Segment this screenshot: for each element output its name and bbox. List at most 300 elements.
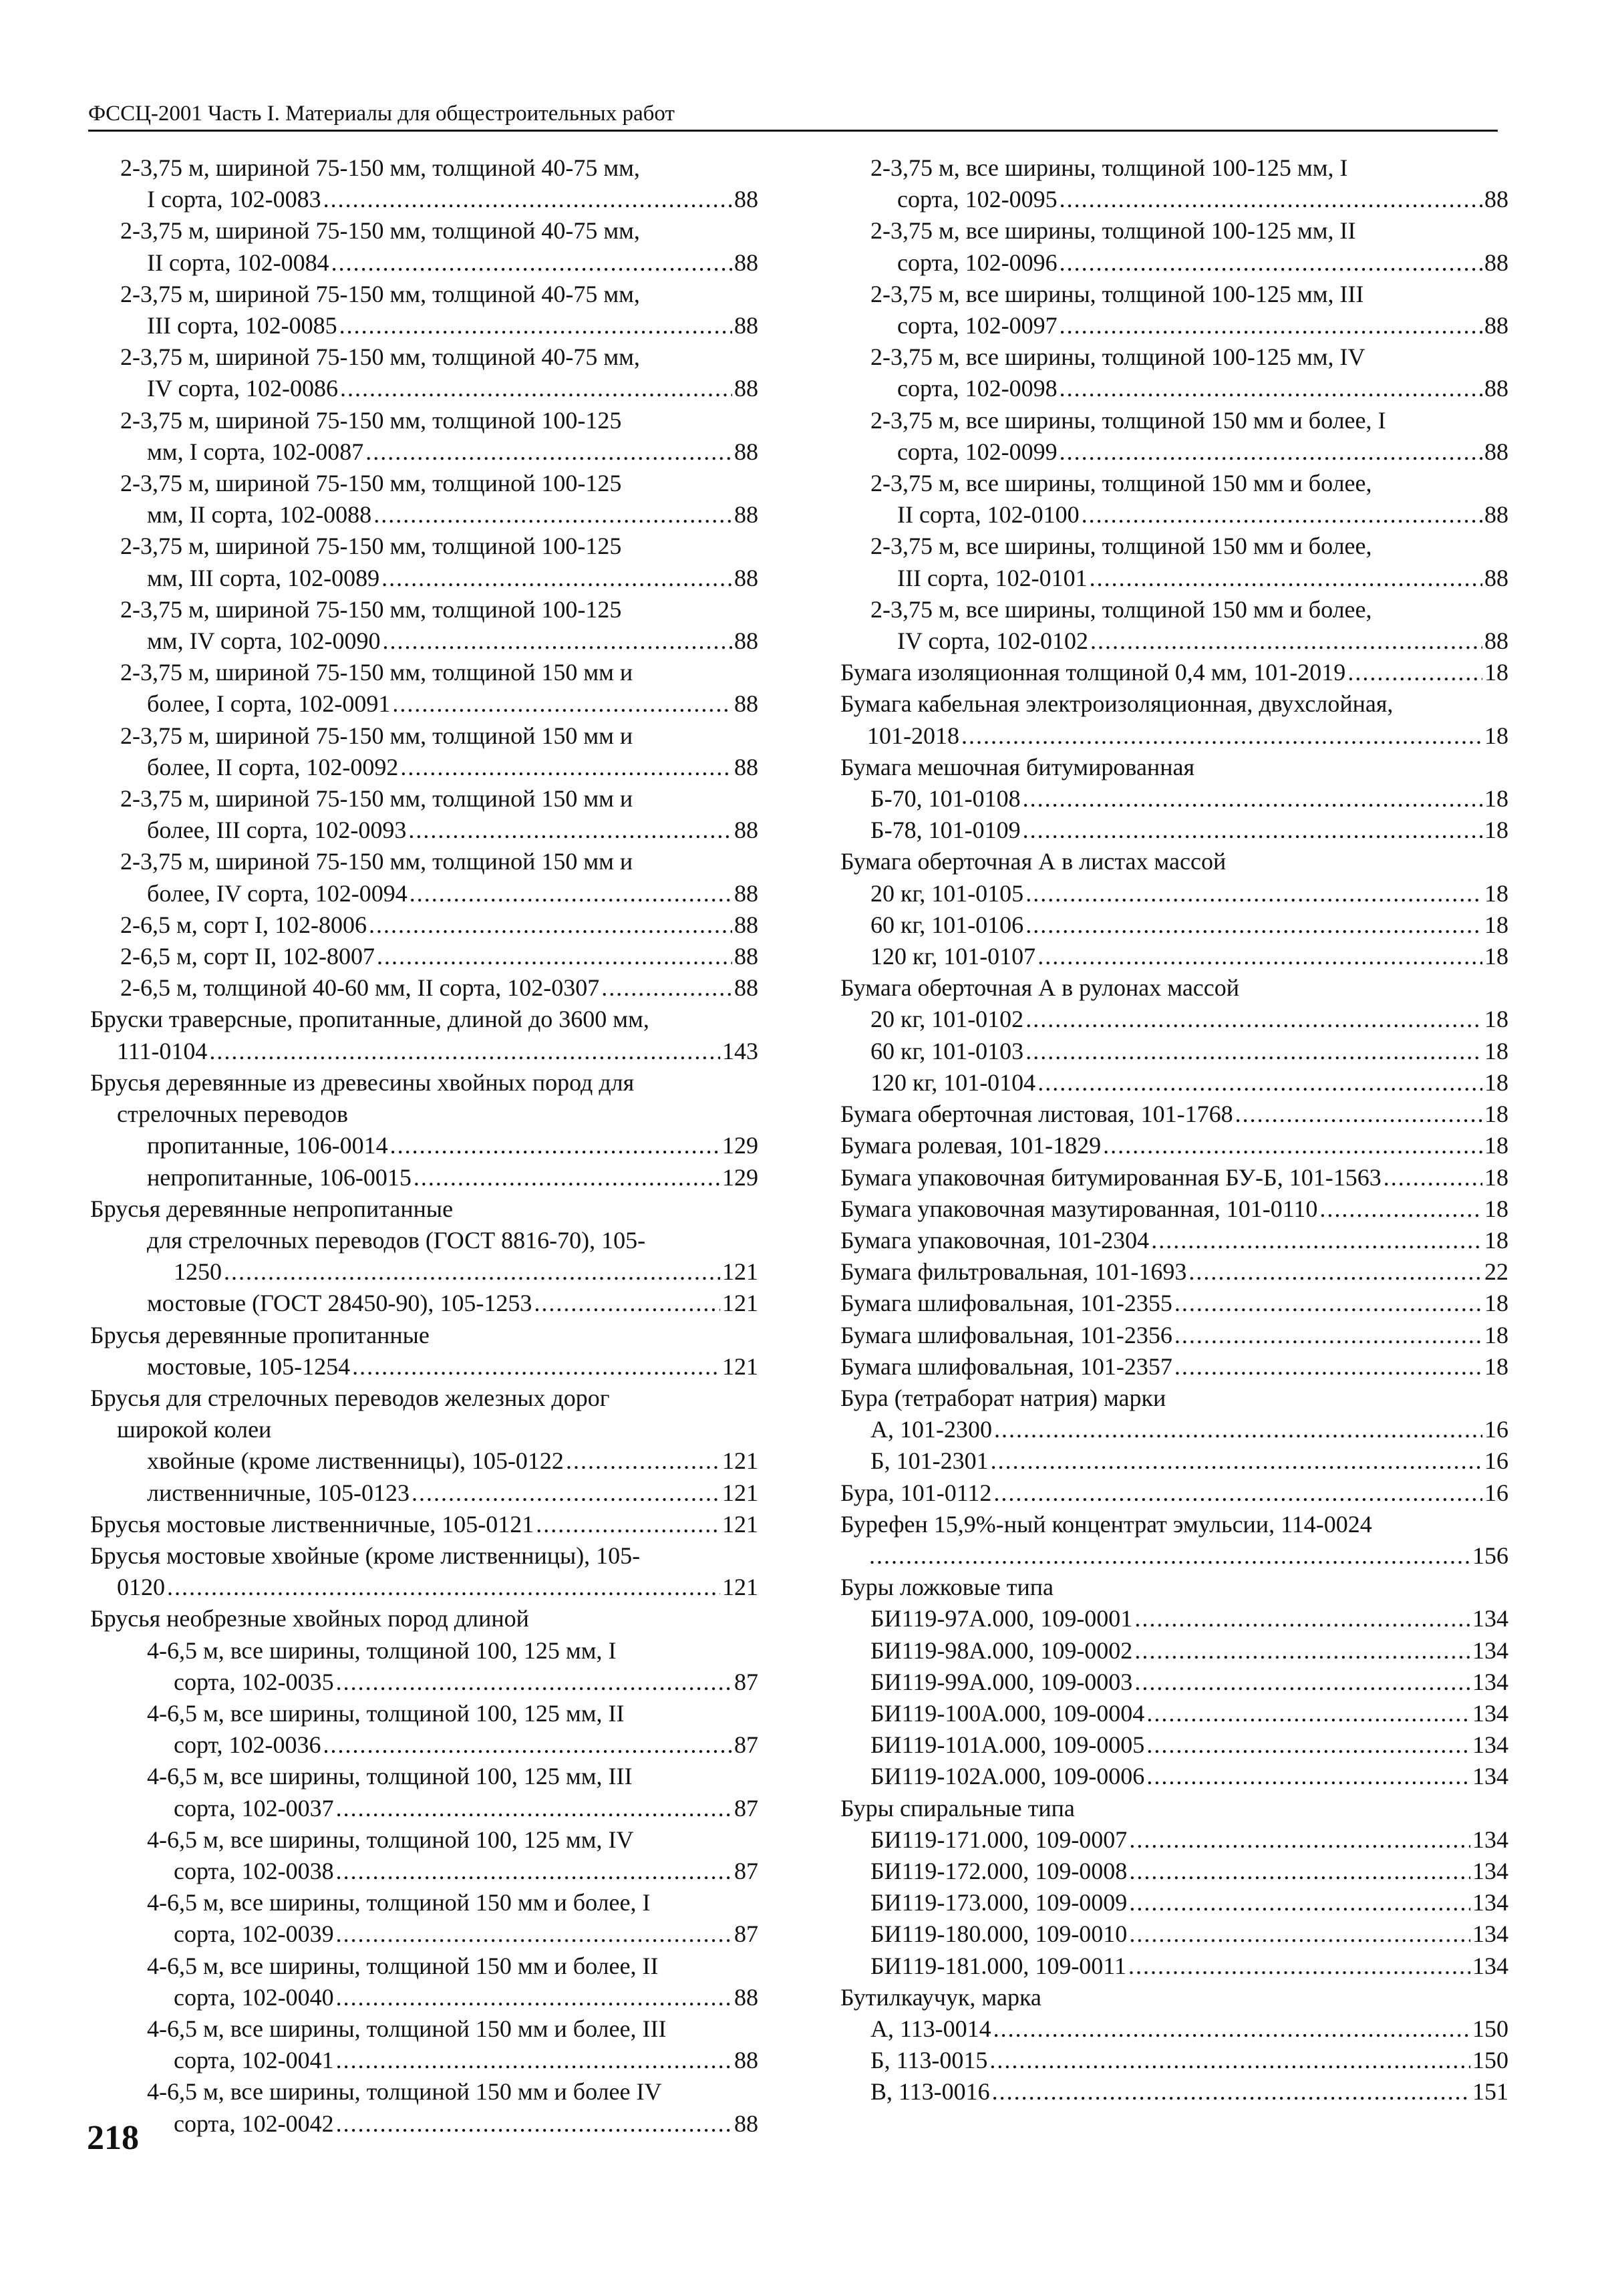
index-entry-text: 2-6,5 м, сорт II, 102-8007 <box>120 943 375 970</box>
index-entry-text: сорта, 102-0040 <box>174 1983 334 2011</box>
page-reference: 88 <box>734 690 758 718</box>
page-reference: 18 <box>1484 722 1508 749</box>
index-entry <box>840 1130 1508 1161</box>
page-reference: 88 <box>734 753 758 780</box>
index-column-left <box>90 152 758 2140</box>
index-entry-text: БИ119-180.000, 109-0010 <box>870 1920 1128 1948</box>
index-entry-text: Б, 101-2301 <box>870 1447 989 1475</box>
index-entry <box>90 341 758 404</box>
page-reference: 88 <box>734 375 758 402</box>
index-entry <box>840 688 1508 751</box>
index-entry <box>90 909 758 941</box>
index-entry-line: Бумага оберточная А в рулонах массой <box>840 974 1240 1002</box>
index-entry-line: 2-3,75 м, шириной 75-150 мм, толщиной 40-75 мм, <box>120 154 640 181</box>
dot-leader <box>414 1162 720 1193</box>
index-entry-text: Бумага шлифовальная, 101-2355 <box>840 1290 1172 1317</box>
index-entry <box>840 1477 1508 1509</box>
index-entry-text: Бумага упаковочная битумированная БУ-Б, 101-1563 <box>840 1163 1382 1191</box>
page-reference: 88 <box>734 312 758 339</box>
dot-leader <box>323 184 732 215</box>
dot-leader <box>224 1256 720 1288</box>
index-entry <box>840 972 1508 1004</box>
index-entry <box>90 1383 758 1445</box>
dot-leader <box>993 2013 1470 2045</box>
index-entry <box>90 1351 758 1383</box>
page-reference: 134 <box>1472 1857 1508 1884</box>
index-entry-text: В, 113-0016 <box>870 2078 990 2106</box>
index-entry-text: Бумага оберточная листовая, 101-1768 <box>840 1101 1233 1128</box>
index-entry-line: 4-6,5 м, все ширины, толщиной 100, 125 мм, IV <box>147 1826 634 1853</box>
index-entry <box>840 1351 1508 1383</box>
dot-leader <box>869 1540 1470 1572</box>
index-entry-text: Бура, 101-0112 <box>840 1479 992 1506</box>
dot-leader <box>1037 1067 1482 1099</box>
dot-leader <box>1025 878 1482 909</box>
dot-leader <box>1103 1130 1482 1161</box>
index-entry-text: Бумага ролевая, 101-1829 <box>840 1132 1102 1159</box>
page-reference: 88 <box>734 2047 758 2074</box>
index-entry-line: Брусья деревянные из древесины хвойных пород для <box>90 1068 635 1096</box>
page-reference: 134 <box>1472 1699 1508 1727</box>
index-entry <box>840 1067 1508 1099</box>
dot-leader <box>410 878 732 909</box>
dot-leader <box>1174 1288 1482 1319</box>
index-entry-text: Б-78, 101-0109 <box>870 817 1021 844</box>
index-entry-line: 4-6,5 м, все ширины, толщиной 100, 125 мм, II <box>147 1699 625 1727</box>
index-entry-text: БИ119-97А.000, 109-0001 <box>870 1605 1133 1632</box>
index-entry <box>840 1162 1508 1193</box>
index-entry <box>840 878 1508 909</box>
index-entry-line: 4-6,5 м, все ширины, толщиной 100, 125 мм, I <box>147 1636 617 1664</box>
index-entry <box>840 1193 1508 1225</box>
index-entry <box>840 1288 1508 1319</box>
index-entry-text: Брусья мостовые лиственничные, 105-0121 <box>90 1510 534 1538</box>
index-entry <box>840 1004 1508 1035</box>
index-entry <box>840 1445 1508 1477</box>
dot-leader <box>412 1477 720 1509</box>
page-reference: 134 <box>1472 1605 1508 1632</box>
index-entry <box>840 1918 1508 1950</box>
index-entry-text: сорта, 102-0037 <box>174 1794 334 1822</box>
index-entry-text: 0120 <box>117 1574 165 1601</box>
index-entry-text: 2-6,5 м, сорт I, 102-8006 <box>120 911 367 938</box>
index-entry-text: БИ119-99А.000, 109-0003 <box>870 1668 1133 1695</box>
dot-leader <box>1146 1729 1470 1761</box>
index-entry-text: сорта, 102-0038 <box>174 1857 334 1884</box>
index-entry-text: мм, I сорта, 102-0087 <box>147 438 364 465</box>
page-reference: 88 <box>734 501 758 529</box>
index-entry <box>90 1635 758 1698</box>
index-entry-text: Бумага шлифовальная, 101-2357 <box>840 1352 1172 1380</box>
index-entry-line: 4-6,5 м, все ширины, толщиной 150 мм и более, III <box>147 2015 667 2042</box>
page-reference: 88 <box>1484 186 1508 213</box>
index-entry-text: БИ119-98А.000, 109-0002 <box>870 1636 1133 1664</box>
dot-leader <box>339 310 732 341</box>
dot-leader <box>383 625 732 657</box>
index-entry-text: хвойные (кроме лиственницы), 105-0122 <box>147 1447 564 1475</box>
index-entry <box>840 1256 1508 1288</box>
page-reference: 121 <box>722 1258 758 1286</box>
dot-leader <box>1090 625 1482 657</box>
index-entry <box>90 1761 758 1824</box>
index-entry-line: 2-3,75 м, шириной 75-150 мм, толщиной 40-75 мм, <box>120 343 640 371</box>
dot-leader <box>336 1918 732 1950</box>
index-entry-text: 120 кг, 101-0104 <box>870 1068 1036 1096</box>
index-entry <box>840 1635 1508 1667</box>
index-entry <box>90 1445 758 1477</box>
dot-leader <box>1129 1887 1470 1918</box>
dot-leader <box>1129 1918 1470 1950</box>
index-entry-text: БИ119-100А.000, 109-0004 <box>870 1699 1145 1727</box>
page-reference: 18 <box>1484 1132 1508 1159</box>
index-entry <box>90 1288 758 1319</box>
index-entry-text: IV сорта, 102-0086 <box>147 375 338 402</box>
page-reference: 88 <box>734 879 758 907</box>
index-entry-text: 111-0104 <box>117 1037 208 1064</box>
index-entry-line: 2-3,75 м, все ширины, толщиной 100-125 мм, I <box>870 154 1348 181</box>
index-entry <box>840 1887 1508 1918</box>
dot-leader <box>993 1477 1482 1509</box>
dot-leader <box>352 1351 720 1383</box>
index-entry <box>840 1824 1508 1856</box>
index-entry <box>90 1540 758 1603</box>
index-entry <box>90 1951 758 2013</box>
index-entry-text: БИ119-172.000, 109-0008 <box>870 1857 1128 1884</box>
dot-leader <box>1188 1256 1482 1288</box>
index-entry-text: БИ119-171.000, 109-0007 <box>870 1826 1128 1853</box>
index-entry-text: мостовые, 105-1254 <box>147 1352 351 1380</box>
dot-leader <box>336 2045 732 2076</box>
page-reference: 121 <box>722 1352 758 1380</box>
dot-leader <box>1023 783 1482 815</box>
index-entry-text: IV сорта, 102-0102 <box>897 627 1088 655</box>
index-entry-text: мостовые (ГОСТ 28450-90), 105-1253 <box>147 1290 532 1317</box>
page-reference: 16 <box>1484 1479 1508 1506</box>
index-entry <box>90 972 758 1004</box>
index-entry-text: БИ119-102А.000, 109-0006 <box>870 1763 1145 1790</box>
index-entry-text: сорта, 102-0099 <box>897 438 1058 465</box>
dot-leader <box>1151 1225 1482 1256</box>
dot-leader <box>1134 1667 1470 1698</box>
index-entry <box>840 1099 1508 1130</box>
index-entry-text: 60 кг, 101-0106 <box>870 911 1024 938</box>
index-entry-line: 2-3,75 м, шириной 75-150 мм, толщиной 100-125 <box>120 470 622 497</box>
index-entry-line: 2-3,75 м, шириной 75-150 мм, толщиной 40-75 мм, <box>120 280 640 307</box>
dot-leader <box>209 1036 720 1067</box>
index-entry <box>90 1603 758 1634</box>
dot-leader <box>365 436 732 468</box>
index-entry-line: Бура (тетраборат натрия) марки <box>840 1384 1166 1411</box>
index-entry <box>840 1951 1508 1982</box>
page-reference: 87 <box>734 1794 758 1822</box>
index-entry <box>840 1982 1508 2013</box>
dot-leader <box>1384 1162 1482 1193</box>
index-entry-text: пропитанные, 106-0014 <box>147 1132 388 1159</box>
dot-leader <box>991 1445 1482 1477</box>
dot-leader <box>1134 1635 1470 1667</box>
page-reference: 88 <box>1484 627 1508 655</box>
index-entry <box>90 405 758 468</box>
index-entry-line: Буры ложковые типа <box>840 1574 1054 1601</box>
page-reference: 129 <box>722 1163 758 1191</box>
index-entry-line: для стрелочных переводов (ГОСТ 8816-70), 105- <box>147 1226 646 1254</box>
index-entry <box>840 1603 1508 1634</box>
page-reference: 88 <box>734 627 758 655</box>
page-reference: 121 <box>722 1479 758 1506</box>
page-reference: 121 <box>722 1574 758 1601</box>
index-entry-text: II сорта, 102-0100 <box>897 501 1080 529</box>
index-entry-text: 20 кг, 101-0102 <box>870 1006 1024 1033</box>
index-entry-line: 2-3,75 м, все ширины, толщиной 100-125 мм, II <box>870 217 1356 245</box>
index-entry-text: 101-2018 <box>867 722 959 749</box>
index-entry <box>840 909 1508 941</box>
page-reference: 18 <box>1484 1290 1508 1317</box>
dot-leader <box>340 373 732 404</box>
dot-leader <box>336 2108 732 2140</box>
page-reference: 121 <box>722 1447 758 1475</box>
index-entry <box>840 2076 1508 2108</box>
index-entry <box>90 1698 758 1761</box>
index-entry <box>90 1004 758 1066</box>
index-entry-line: Брусья для стрелочных переводов железных дорог <box>90 1384 610 1411</box>
index-entry-text: Бумага упаковочная, 101-2304 <box>840 1226 1150 1254</box>
dot-leader <box>536 1509 720 1540</box>
index-entry <box>90 215 758 278</box>
index-entry-text: Б-70, 101-0108 <box>870 785 1021 813</box>
index-entry <box>90 1824 758 1887</box>
index-entry-text: А, 113-0014 <box>870 2015 991 2042</box>
index-entry-text: А, 101-2300 <box>870 1416 992 1443</box>
index-entry-text: сорта, 102-0097 <box>897 312 1058 339</box>
dot-leader <box>323 1729 732 1761</box>
page-reference: 88 <box>734 186 758 213</box>
index-entry <box>90 594 758 657</box>
index-entry <box>90 846 758 909</box>
index-entry-line: 2-3,75 м, все ширины, толщиной 150 мм и более, <box>870 595 1372 623</box>
index-entry <box>840 1667 1508 1698</box>
page-reference: 134 <box>1472 1920 1508 1948</box>
dot-leader <box>408 815 732 846</box>
page-reference: 18 <box>1484 659 1508 686</box>
dot-leader <box>1146 1698 1470 1729</box>
index-entry <box>840 405 1508 468</box>
dot-leader <box>390 1130 720 1161</box>
dot-leader <box>1174 1320 1482 1351</box>
index-entry <box>840 468 1508 531</box>
page-reference: 18 <box>1484 943 1508 970</box>
index-entry-text: сорта, 102-0041 <box>174 2047 334 2074</box>
dot-leader <box>601 972 732 1004</box>
index-entry <box>840 531 1508 593</box>
page-reference: 150 <box>1472 2047 1508 2074</box>
index-entry-text: сорта, 102-0096 <box>897 249 1058 276</box>
page-reference: 87 <box>734 1731 758 1759</box>
dot-leader <box>994 1414 1482 1445</box>
index-entry-line: 2-3,75 м, шириной 75-150 мм, толщиной 150 мм и <box>120 722 633 749</box>
dot-leader <box>1060 310 1482 341</box>
dot-leader <box>377 941 732 972</box>
index-entry-line: Бумага оберточная А в листах массой <box>840 848 1227 875</box>
dot-leader <box>1128 1951 1470 1982</box>
index-entry-text: более, II сорта, 102-0092 <box>147 753 399 780</box>
index-entry <box>840 1383 1508 1414</box>
page-reference: 156 <box>1472 1542 1508 1569</box>
dot-leader <box>336 1793 732 1824</box>
index-entry-text: более, I сорта, 102-0091 <box>147 690 391 718</box>
index-entry-line: 2-3,75 м, шириной 75-150 мм, толщиной 40-75 мм, <box>120 217 640 245</box>
dot-leader <box>566 1445 720 1477</box>
index-entry <box>840 1414 1508 1445</box>
dot-leader <box>373 499 732 531</box>
dot-leader <box>1060 373 1482 404</box>
page-number: 218 <box>87 2119 139 2157</box>
dot-leader <box>336 1667 732 1698</box>
page-reference: 121 <box>722 1290 758 1317</box>
dot-leader <box>961 720 1482 752</box>
dot-leader <box>989 2045 1470 2076</box>
index-entry <box>840 1320 1508 1351</box>
dot-leader <box>1129 1856 1470 1887</box>
page-reference: 18 <box>1484 1068 1508 1096</box>
index-entry-text: 60 кг, 101-0103 <box>870 1037 1024 1064</box>
index-entry-line: 2-3,75 м, все ширины, толщиной 100-125 мм, III <box>870 280 1364 307</box>
dot-leader <box>1235 1099 1482 1130</box>
index-entry <box>840 783 1508 815</box>
index-entry <box>840 341 1508 404</box>
page-reference: 88 <box>734 943 758 970</box>
dot-leader <box>1023 815 1482 846</box>
page-reference: 88 <box>1484 375 1508 402</box>
index-entry-text: 120 кг, 101-0107 <box>870 943 1036 970</box>
index-entry-text: III сорта, 102-0101 <box>897 564 1088 591</box>
dot-leader <box>392 688 732 720</box>
page-reference: 150 <box>1472 2015 1508 2042</box>
index-entry <box>840 752 1508 783</box>
index-entry-line: 4-6,5 м, все ширины, толщиной 150 мм и более, II <box>147 1952 659 1979</box>
page-reference: 151 <box>1472 2078 1508 2106</box>
page-reference: 18 <box>1484 1006 1508 1033</box>
index-entry-line: 4-6,5 м, все ширины, толщиной 150 мм и более, I <box>147 1889 651 1916</box>
page-reference: 87 <box>734 1668 758 1695</box>
index-entry <box>90 531 758 593</box>
index-entry <box>90 2013 758 2076</box>
dot-leader <box>1146 1761 1470 1792</box>
index-entry-text: 2-6,5 м, толщиной 40-60 мм, II сорта, 102-0307 <box>120 974 600 1002</box>
index-column-right <box>840 152 1508 2108</box>
page-reference: 88 <box>1484 312 1508 339</box>
index-entry <box>840 279 1508 341</box>
dot-leader <box>400 752 732 783</box>
page-reference: 121 <box>722 1510 758 1538</box>
page-reference: 134 <box>1472 1952 1508 1979</box>
index-entry-text: БИ119-173.000, 109-0009 <box>870 1889 1128 1916</box>
page-reference: 87 <box>734 1920 758 1948</box>
index-entry <box>90 720 758 783</box>
index-entry <box>90 468 758 531</box>
dot-leader <box>336 1982 732 2013</box>
index-entry-line: 2-3,75 м, шириной 75-150 мм, толщиной 100-125 <box>120 406 622 434</box>
page-reference: 134 <box>1472 1668 1508 1695</box>
index-entry-line: Бумага мешочная битумированная <box>840 753 1194 780</box>
index-entry-text: Б, 113-0015 <box>870 2047 988 2074</box>
index-entry-line: 2-3,75 м, шириной 75-150 мм, толщиной 150 мм и <box>120 659 633 686</box>
index-entry-line: Брусья мостовые хвойные (кроме лиственницы), 105- <box>90 1542 641 1569</box>
index-entry-text: Бумага упаковочная мазутированная, 101-0110 <box>840 1195 1318 1222</box>
index-entry <box>90 279 758 341</box>
page-reference: 18 <box>1484 817 1508 844</box>
index-entry-line: 2-3,75 м, все ширины, толщиной 100-125 мм, IV <box>870 343 1365 371</box>
page-reference: 18 <box>1484 1321 1508 1348</box>
page-reference: 18 <box>1484 1101 1508 1128</box>
index-entry-line: 2-3,75 м, шириной 75-150 мм, толщиной 150 мм и <box>120 848 633 875</box>
page-reference: 134 <box>1472 1763 1508 1790</box>
index-entry <box>840 152 1508 215</box>
page-reference: 88 <box>1484 249 1508 276</box>
index-entry-text: Бумага изоляционная толщиной 0,4 мм, 101-2019 <box>840 659 1346 686</box>
index-entry-text: непропитанные, 106-0015 <box>147 1163 412 1191</box>
index-entry-line: 2-3,75 м, шириной 75-150 мм, толщиной 150 мм и <box>120 785 633 813</box>
page-reference: 16 <box>1484 1447 1508 1475</box>
index-entry-text: лиственничные, 105-0123 <box>147 1479 410 1506</box>
page-reference: 18 <box>1484 1037 1508 1064</box>
dot-leader <box>167 1572 720 1603</box>
dot-leader <box>1129 1824 1470 1856</box>
index-entry <box>840 815 1508 846</box>
page-reference: 18 <box>1484 1195 1508 1222</box>
index-entry <box>90 1193 758 1225</box>
index-entry <box>840 1761 1508 1792</box>
page-reference: 88 <box>734 1983 758 2011</box>
dot-leader <box>1060 436 1482 468</box>
index-entry <box>840 1698 1508 1729</box>
dot-leader <box>1037 941 1482 972</box>
dot-leader <box>1025 1004 1482 1035</box>
index-entry <box>840 1793 1508 1824</box>
index-entry-text: сорт, 102-0036 <box>174 1731 321 1759</box>
page-reference: 134 <box>1472 1889 1508 1916</box>
index-entry-text: сорта, 102-0035 <box>174 1668 334 1695</box>
page-reference: 88 <box>734 249 758 276</box>
index-entry-text: I сорта, 102-0083 <box>147 186 321 213</box>
index-entry <box>90 1067 758 1130</box>
dot-leader <box>534 1288 720 1319</box>
dot-leader <box>331 247 732 279</box>
index-entry-line: Бурефен 15,9%-ный концентрат эмульсии, 114-0024 <box>840 1510 1372 1538</box>
index-entry <box>840 1509 1508 1572</box>
page-reference: 16 <box>1484 1416 1508 1443</box>
index-entry-text: сорта, 102-0095 <box>897 186 1058 213</box>
index-entry <box>90 941 758 972</box>
dot-leader <box>381 563 732 594</box>
index-entry-line: Бутилкаучук, марка <box>840 1983 1041 2011</box>
index-entry <box>840 1729 1508 1761</box>
dot-leader <box>1134 1603 1470 1634</box>
index-entry-line: Буры спиральные типа <box>840 1794 1075 1822</box>
index-entry <box>840 1225 1508 1256</box>
dot-leader <box>336 1856 732 1887</box>
index-entry <box>840 657 1508 688</box>
index-entry-line: 2-3,75 м, все ширины, толщиной 150 мм и более, <box>870 470 1372 497</box>
index-entry <box>90 657 758 720</box>
index-entry <box>840 941 1508 972</box>
page-reference: 88 <box>734 2110 758 2137</box>
index-entry <box>90 1130 758 1161</box>
index-entry-text: более, III сорта, 102-0093 <box>147 817 407 844</box>
dot-leader <box>1347 657 1482 688</box>
index-entry <box>840 215 1508 278</box>
index-entry-line: 2-3,75 м, все ширины, толщиной 150 мм и более, <box>870 533 1372 560</box>
index-entry <box>90 783 758 846</box>
